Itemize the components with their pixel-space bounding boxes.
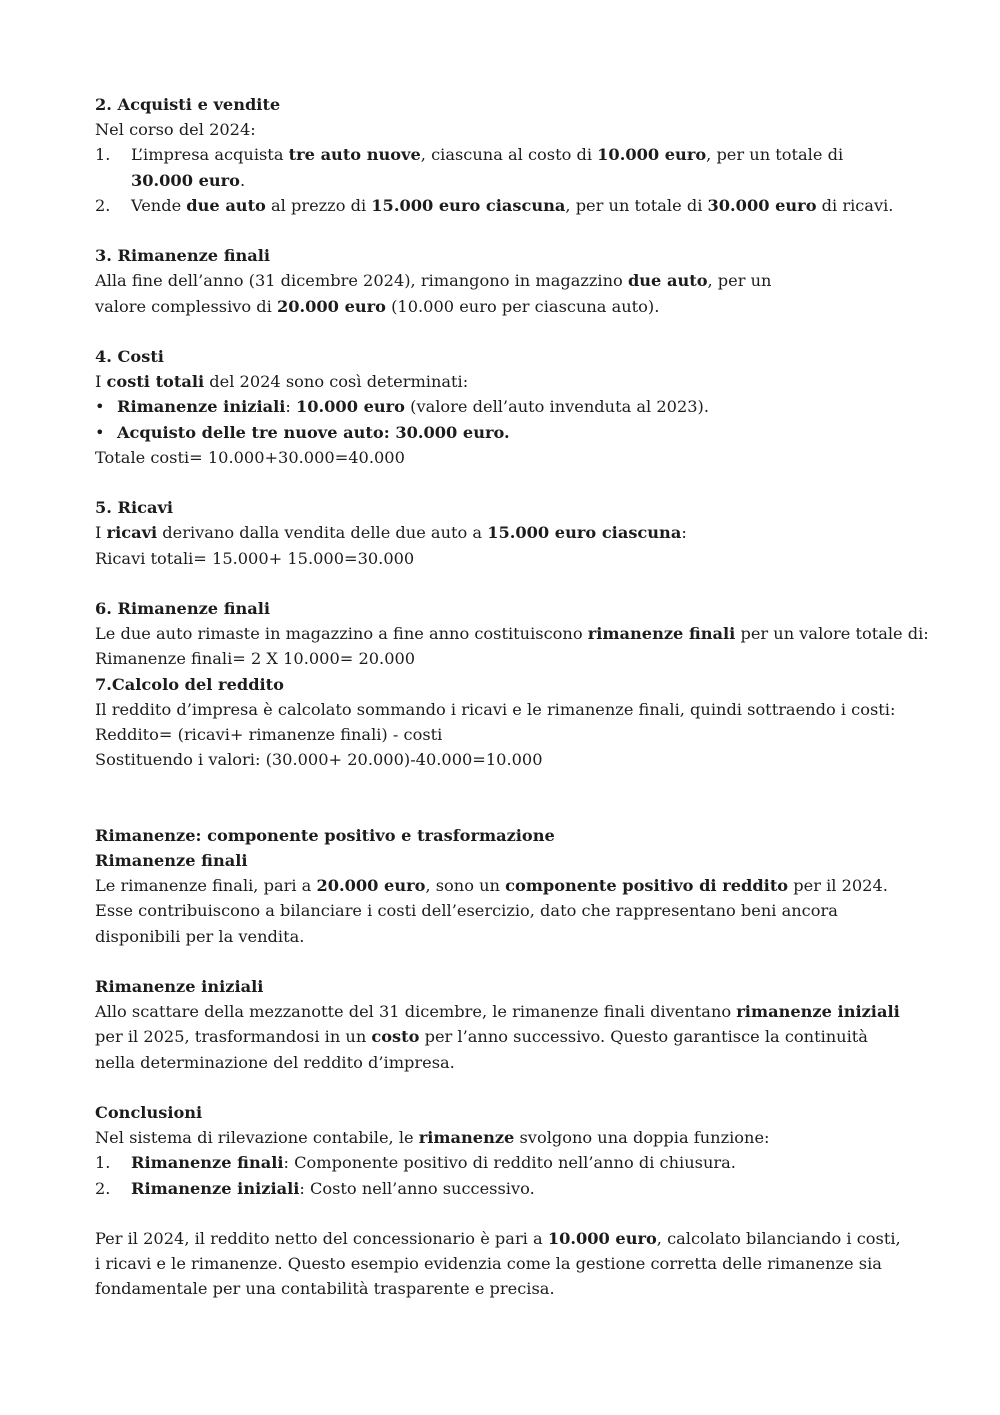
bullet-icon: •	[95, 422, 105, 442]
income-calculation: Sostituendo i valori: (30.000+ 20.000)-40.000=10.000	[95, 750, 543, 770]
list-number: 2.	[95, 1178, 111, 1198]
bullet-text: Acquisto delle tre nuove auto: 30.000 euro.	[117, 422, 510, 442]
costs-total: Totale costi= 10.000+30.000=40.000	[95, 447, 405, 467]
section-heading-ricavi: 5. Ricavi	[95, 498, 174, 518]
income-formula: Reddito= (ricavi+ rimanenze finali) - costi	[95, 725, 443, 745]
list-item	[95, 193, 910, 218]
subheading-rimanenze-finali: Rimanenze finali	[95, 851, 248, 871]
conclusion-paragraph: Per il 2024, il reddito netto del concessionario è pari a 10.000 euro, calcolato bilanciando i costi, i ricavi e le rimanenze. Questo esempio evidenzia come la gestione corretta delle rimanenze sia fondamentale per una contabilità trasparente e precisa.	[95, 1229, 901, 1299]
revenue-total: Ricavi totali= 15.000+ 15.000=30.000	[95, 548, 415, 568]
section-heading-conclusioni: Conclusioni	[95, 1103, 203, 1123]
list-number: 1.	[95, 145, 111, 165]
bullet-icon: •	[95, 397, 105, 417]
list-text: Rimanenze iniziali: Costo nell’anno successivo.	[131, 1178, 535, 1198]
bullet-text: Rimanenze iniziali: 10.000 euro (valore dell’auto invenduta al 2023).	[117, 397, 710, 417]
income-description: Il reddito d’impresa è calcolato sommando i ricavi e le rimanenze finali, quindi sottraendo i costi:	[95, 699, 896, 719]
section-intro: I ricavi derivano dalla vendita delle due auto a 15.000 euro ciascuna:	[95, 523, 687, 543]
section-paragraph: Alla fine dell’anno (31 dicembre 2024), rimangono in magazzino due auto, per un valore complessivo di 20.000 euro (10.000 euro per ciascuna auto).	[95, 271, 772, 316]
bullet-item	[95, 394, 910, 419]
inventory-formula: Rimanenze finali= 2 X 10.000= 20.000	[95, 649, 416, 669]
bullet-item	[95, 420, 910, 445]
section-paragraph: Allo scattare della mezzanotte del 31 dicembre, le rimanenze finali diventano rimanenze iniziali per il 2025, trasformandosi in un costo per l’anno successivo. Questo garantisce la continuità nella determinazione del reddito d’impresa.	[95, 1002, 900, 1072]
list-number: 2.	[95, 195, 111, 215]
section-intro: I costi totali del 2024 sono così determinati:	[95, 372, 469, 392]
section-heading-acquisti: 2. Acquisti e vendite	[95, 95, 281, 114]
section-paragraph: Le rimanenze finali, pari a 20.000 euro, sono un componente positivo di reddito per il 2024. Esse contribuiscono a bilanciare i costi dell’esercizio, dato che rappresentano beni ancora disponibili per la vendita.	[95, 876, 888, 946]
section-intro: Le due auto rimaste in magazzino a fine anno costituiscono rimanenze finali per un valore totale di:	[95, 624, 929, 644]
list-item	[95, 1176, 910, 1201]
section-heading-rimanenze-finali-2: 6. Rimanenze finali	[95, 599, 271, 618]
list-item	[95, 1150, 910, 1175]
section-heading-costi: 4. Costi	[95, 347, 164, 366]
section-heading-rimanenze-finali: 3. Rimanenze finali	[95, 246, 271, 266]
list-text: Rimanenze finali: Componente positivo di reddito nell’anno di chiusura.	[131, 1153, 736, 1173]
list-number: 1.	[95, 1153, 111, 1173]
section-intro: Nel sistema di rilevazione contabile, le rimanenze svolgono una doppia funzione:	[95, 1128, 770, 1148]
list-text: Vende due auto al prezzo di 15.000 euro ciascuna, per un totale di 30.000 euro di ricavi.	[131, 195, 894, 215]
section-intro: Nel corso del 2024:	[95, 120, 256, 140]
list-text: L’impresa acquista tre auto nuove, ciascuna al costo di 10.000 euro, per un totale di 30.000 euro.	[131, 145, 844, 190]
section-heading-calcolo: 7.Calcolo del reddito	[95, 674, 284, 694]
list-item	[95, 142, 910, 192]
document-body	[95, 92, 929, 1302]
subheading-rimanenze-iniziali: Rimanenze iniziali	[95, 977, 264, 997]
section-heading-rimanenze-componente: Rimanenze: componente positivo e trasformazione	[95, 825, 555, 845]
